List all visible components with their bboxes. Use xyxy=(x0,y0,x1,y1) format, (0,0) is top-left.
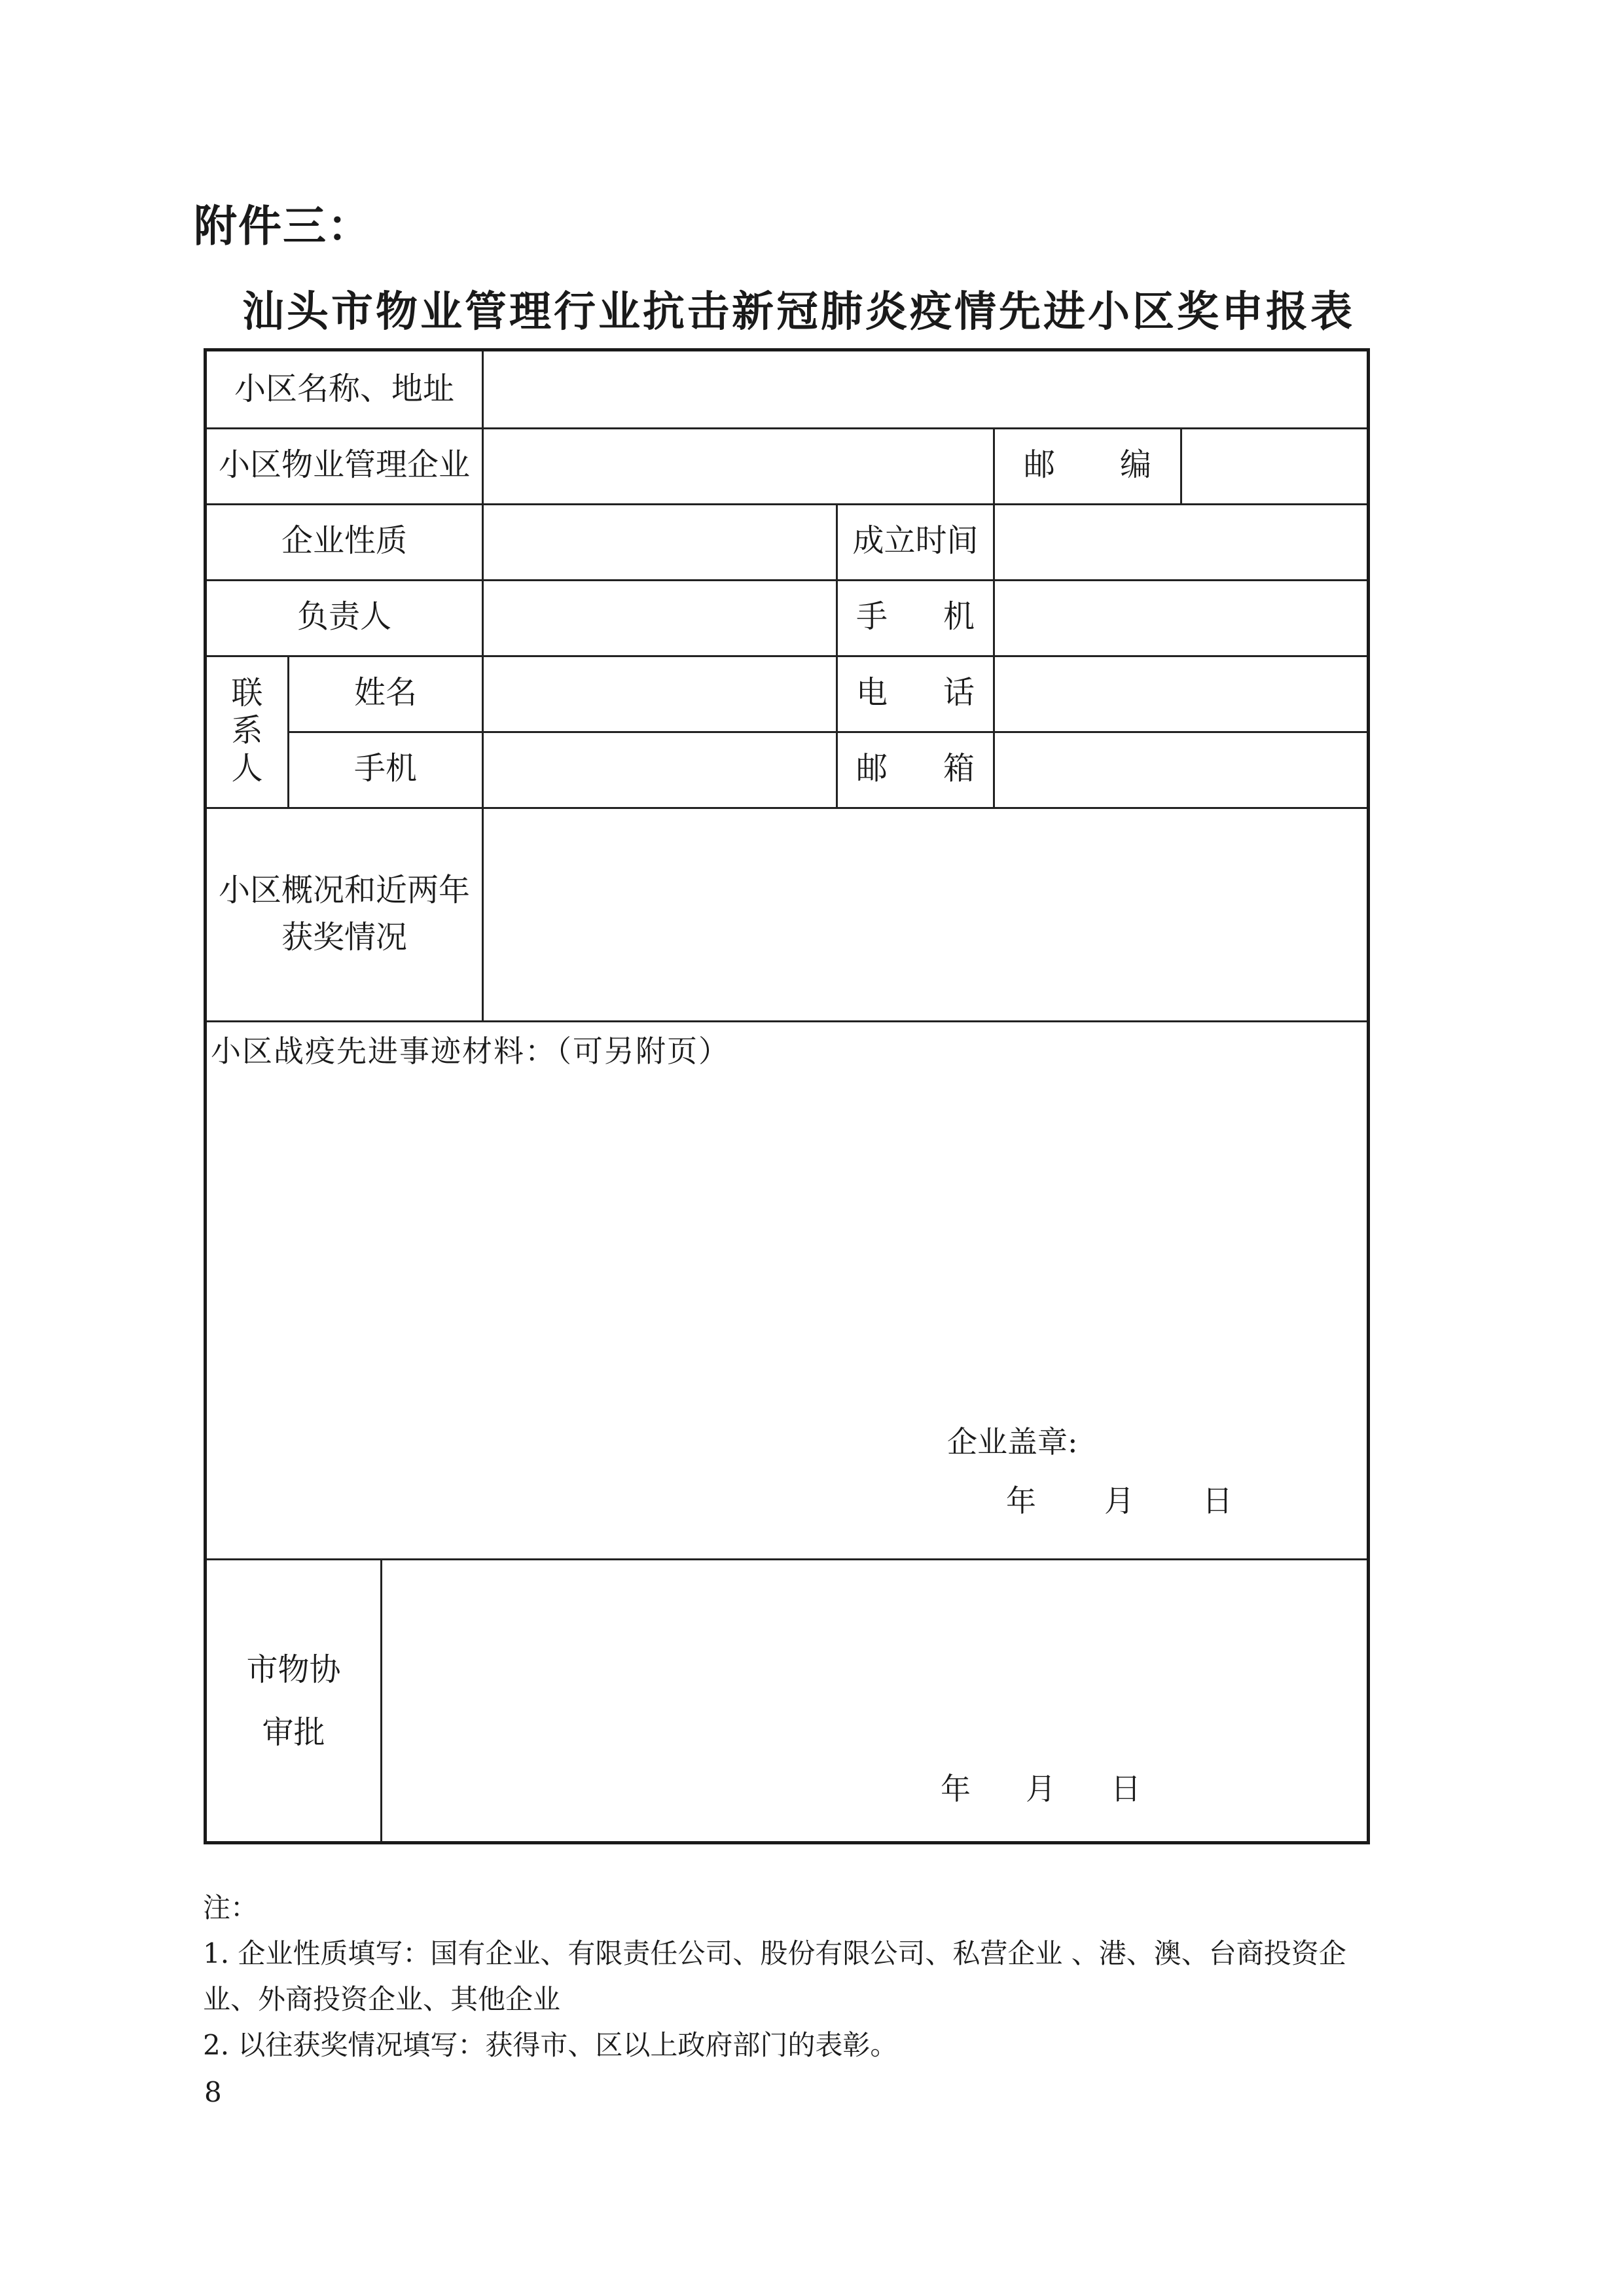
field-overview-awards[interactable] xyxy=(484,807,1367,1020)
field-company-nature[interactable] xyxy=(484,503,836,579)
label-contact-char: 联 xyxy=(231,674,263,711)
page-number: 8 xyxy=(204,2076,222,2108)
label-overview-line: 获奖情况 xyxy=(281,919,407,956)
field-association-approval[interactable] xyxy=(382,1560,1367,1757)
label-contact-char: 系 xyxy=(231,712,263,749)
field-leader-mobile[interactable] xyxy=(995,579,1367,655)
notes-heading: 注： xyxy=(203,1892,259,1924)
label-company-seal: 企业盖章: xyxy=(947,1424,1078,1460)
label-approval-year: 年 xyxy=(941,1771,971,1806)
label-leader-mobile-part: 手 xyxy=(856,598,888,636)
label-contact-email xyxy=(838,731,993,807)
field-management-company[interactable] xyxy=(484,427,993,503)
application-form-table xyxy=(204,348,1370,1844)
label-contact-email-part: 邮 xyxy=(856,750,888,787)
label-date-day: 日 xyxy=(1202,1483,1233,1518)
label-postcode xyxy=(995,427,1180,503)
field-leader[interactable] xyxy=(484,579,836,655)
label-date-month: 月 xyxy=(1104,1483,1134,1518)
label-company-nature: 企业性质 xyxy=(281,522,407,560)
label-approval-day: 日 xyxy=(1111,1771,1141,1806)
label-contact-name: 姓名 xyxy=(353,674,417,711)
field-name-address[interactable] xyxy=(484,351,1367,427)
field-established-date[interactable] xyxy=(995,503,1367,579)
field-deeds-material[interactable] xyxy=(207,1071,1367,1438)
label-leader-mobile-part: 机 xyxy=(943,598,975,636)
label-management-company: 小区物业管理企业 xyxy=(218,446,470,484)
label-postcode-part: 邮 xyxy=(1024,446,1056,484)
form-title: 汕头市物业管理行业抗击新冠肺炎疫情先进小区奖申报表 xyxy=(242,287,1355,336)
field-contact-mobile[interactable] xyxy=(484,731,836,807)
field-contact-email[interactable] xyxy=(995,731,1367,807)
label-contact-char: 人 xyxy=(231,749,263,787)
label-approval-line: 市物协 xyxy=(246,1651,341,1688)
label-overview-awards xyxy=(207,807,482,1020)
label-approval-line: 审批 xyxy=(262,1713,325,1751)
label-contact-phone-part: 电 xyxy=(856,674,888,711)
label-date-year: 年 xyxy=(1006,1483,1036,1518)
note-item: 1. 企业性质填写：国有企业、有限责任公司、股份有限公司、私营企业 、港、澳、台商投资企业、外商投资企业、其他企业 xyxy=(203,1937,1346,2015)
label-contact-mobile: 手机 xyxy=(353,750,417,787)
label-contact-email-part: 箱 xyxy=(943,750,975,787)
label-established-date: 成立时间 xyxy=(852,522,979,560)
label-leader: 负责人 xyxy=(297,598,391,636)
label-leader-mobile xyxy=(838,579,993,655)
row-divider xyxy=(207,1020,1367,1022)
label-contact-phone-part: 话 xyxy=(943,674,975,711)
label-approval-month: 月 xyxy=(1026,1771,1056,1806)
label-overview-line: 小区概况和近两年 xyxy=(218,872,470,908)
label-postcode-part: 编 xyxy=(1119,446,1151,484)
attachment-label: 附件三： xyxy=(194,200,372,251)
field-contact-name[interactable] xyxy=(484,655,836,731)
notes-section xyxy=(203,1885,1375,2068)
field-contact-phone[interactable] xyxy=(995,655,1367,731)
label-contact-person xyxy=(207,655,287,807)
field-postcode[interactable] xyxy=(1182,427,1367,503)
label-association-approval xyxy=(207,1560,380,1841)
label-contact-phone xyxy=(838,655,993,731)
label-deeds-material: 小区战疫先进事迹材料：（可另附页） xyxy=(211,1033,730,1069)
label-name-address: 小区名称、地址 xyxy=(234,370,454,408)
note-item: 2. 以往获奖情况填写：获得市、区以上政府部门的表彰。 xyxy=(203,2029,898,2061)
